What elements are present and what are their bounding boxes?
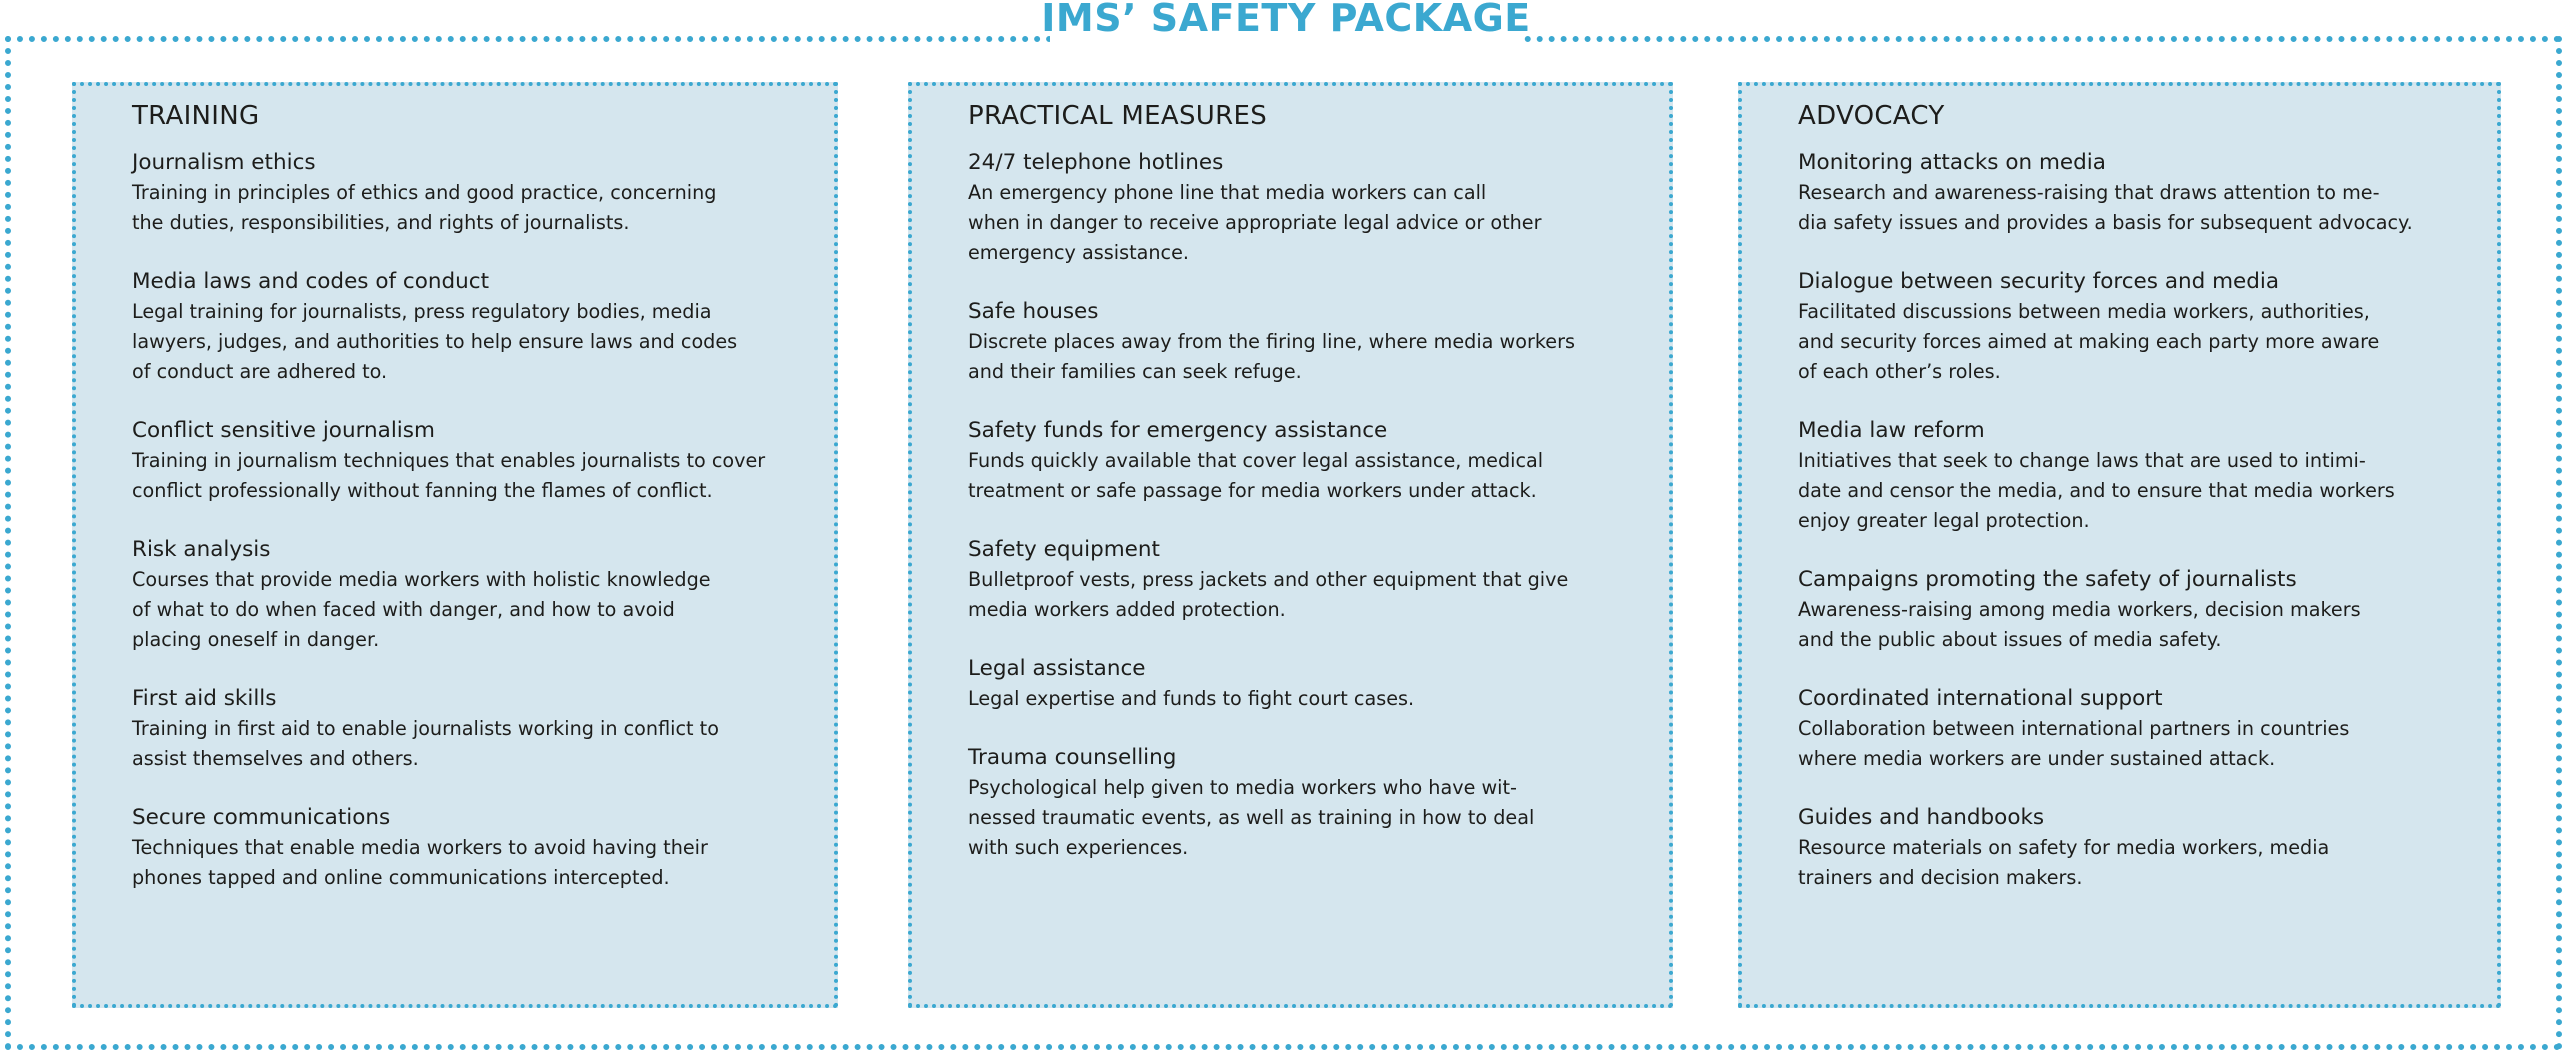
entry xyxy=(132,148,834,238)
entry-text: Discrete places away from the firing line, where media workers and their families can seek refuge. xyxy=(968,330,1575,383)
entry-text: An emergency phone line that media workers can call when in danger to receive appropriate legal advice or other emergency assistance. xyxy=(968,181,1542,264)
entry xyxy=(1798,803,2497,893)
panel-title: TRAINING xyxy=(132,101,260,131)
entry-heading: Risk analysis xyxy=(132,537,271,562)
entry xyxy=(132,416,834,506)
entry-heading: Safety equipment xyxy=(968,537,1160,562)
entry-heading: Journalism ethics xyxy=(132,150,316,175)
entry xyxy=(1798,416,2497,536)
panel-title: ADVOCACY xyxy=(1798,101,1945,131)
entry-heading: Coordinated international support xyxy=(1798,686,2163,711)
entry-heading: First aid skills xyxy=(132,686,277,711)
entry xyxy=(132,803,834,893)
entry xyxy=(132,535,834,655)
entry xyxy=(968,535,1669,625)
entry xyxy=(968,416,1669,506)
training-panel xyxy=(72,82,838,1008)
entry-heading: Media law reform xyxy=(1798,418,1985,443)
entry xyxy=(1798,267,2497,387)
entry-text: Courses that provide media workers with holistic knowledge of what to do when faced with danger, and how to avoid placing oneself in danger. xyxy=(132,568,711,651)
entry-text: Psychological help given to media workers who have wit- nessed traumatic events, as well as training in how to deal with such experiences. xyxy=(968,776,1535,859)
entry-text: Facilitated discussions between media workers, authorities, and security forces aimed at making each party more aware of each other’s roles. xyxy=(1798,300,2380,383)
entry xyxy=(968,148,1669,268)
entry-text: Legal expertise and funds to fight court cases. xyxy=(968,687,1415,710)
entry-heading: Trauma counselling xyxy=(968,745,1177,770)
entry xyxy=(1798,684,2497,774)
practical-measures-panel xyxy=(908,82,1673,1008)
entry-heading: Campaigns promoting the safety of journalists xyxy=(1798,567,2297,592)
entry-heading: Safe houses xyxy=(968,299,1099,324)
entry-text: Legal training for journalists, press regulatory bodies, media lawyers, judges, and authorities to help ensure laws and codes of conduct are adhered to. xyxy=(132,300,738,383)
entry-text: Training in first aid to enable journalists working in conflict to assist themselves and others. xyxy=(132,717,719,770)
entry-text: Research and awareness-raising that draws attention to me- dia safety issues and provides a basis for subsequent advocacy. xyxy=(1798,181,2413,234)
entry-heading: 24/7 telephone hotlines xyxy=(968,150,1224,175)
entry-text: Training in principles of ethics and good practice, concerning the duties, responsibilities, and rights of journalists. xyxy=(132,181,717,234)
entry-text: Techniques that enable media workers to avoid having their phones tapped and online communications intercepted. xyxy=(132,836,708,889)
entry-text: Collaboration between international partners in countries where media workers are under sustained attack. xyxy=(1798,717,2350,770)
entry xyxy=(132,267,834,387)
entry-heading: Dialogue between security forces and media xyxy=(1798,269,2280,294)
entry-heading: Guides and handbooks xyxy=(1798,805,2045,830)
entry-heading: Legal assistance xyxy=(968,656,1146,681)
advocacy-panel xyxy=(1738,82,2501,1008)
page-title: IMS’ SAFETY PACKAGE xyxy=(1041,0,1531,40)
entry xyxy=(1798,148,2497,238)
entry-heading: Media laws and codes of conduct xyxy=(132,269,490,294)
entry xyxy=(968,654,1669,714)
entry-heading: Conflict sensitive journalism xyxy=(132,418,435,443)
entry xyxy=(968,743,1669,863)
entry-text: Awareness-raising among media workers, decision makers and the public about issues of media safety. xyxy=(1798,598,2361,651)
entry-text: Bulletproof vests, press jackets and other equipment that give media workers added protection. xyxy=(968,568,1569,621)
entry-text: Funds quickly available that cover legal assistance, medical treatment or safe passage for media workers under attack. xyxy=(968,449,1544,502)
entry xyxy=(1798,565,2497,655)
entry-text: Initiatives that seek to change laws that are used to intimi- date and censor the media, and to ensure that media workers enjoy greater legal protection. xyxy=(1798,449,2395,532)
entry xyxy=(132,684,834,774)
entry xyxy=(968,297,1669,387)
entry-text: Resource materials on safety for media workers, media trainers and decision makers. xyxy=(1798,836,2330,889)
entry-heading: Secure communications xyxy=(132,805,391,830)
panel-title: PRACTICAL MEASURES xyxy=(968,101,1267,131)
title-container xyxy=(1041,0,1531,50)
entry-heading: Safety funds for emergency assistance xyxy=(968,418,1388,443)
entry-text: Training in journalism techniques that enables journalists to cover conflict professionally without fanning the flames of conflict. xyxy=(132,449,766,502)
entry-heading: Monitoring attacks on media xyxy=(1798,150,2106,175)
